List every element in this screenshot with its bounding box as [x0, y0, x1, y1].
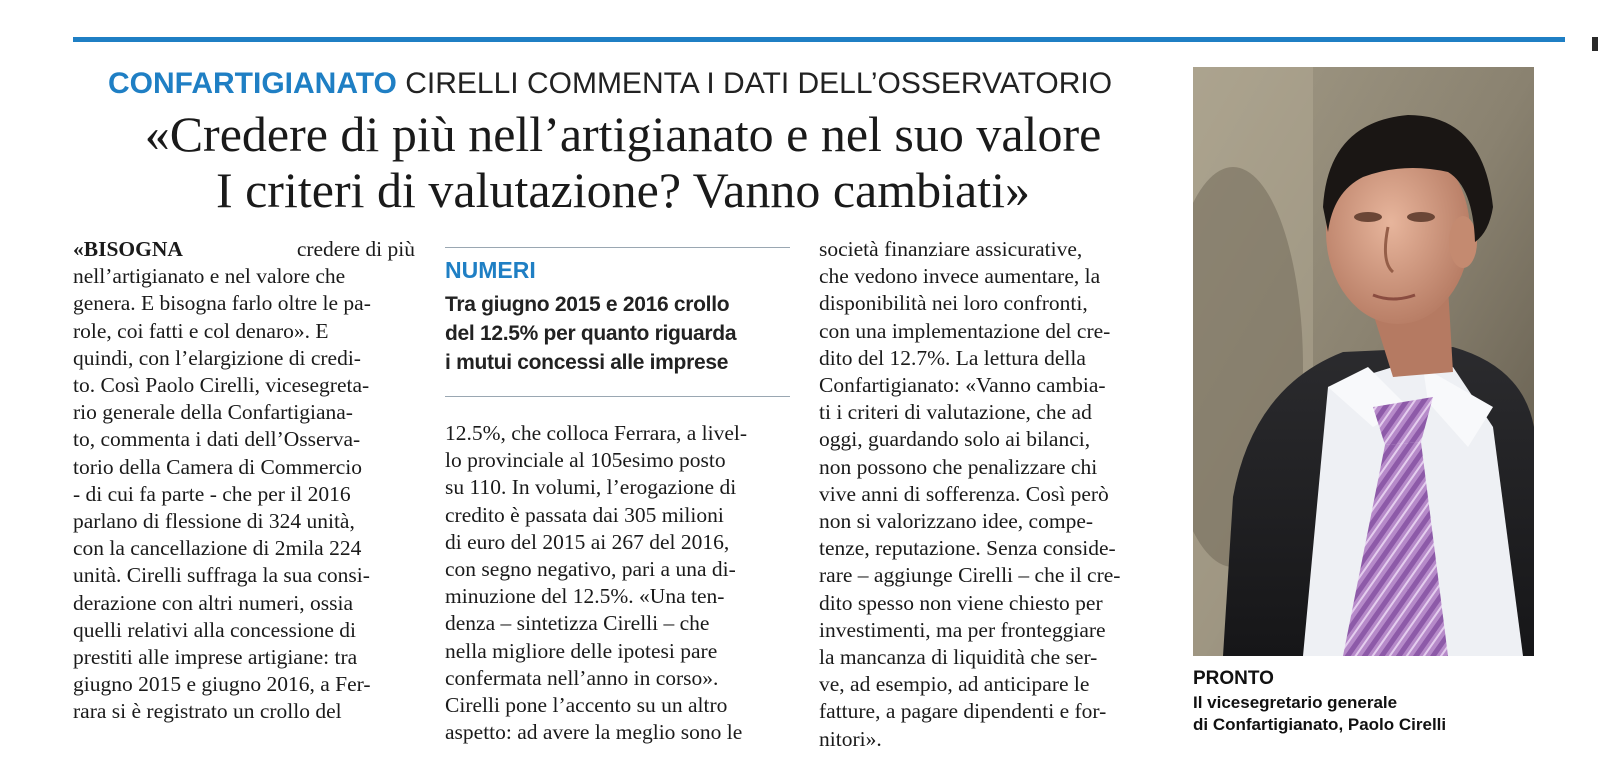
text-line: con la cancellazione di 2mila 224: [73, 536, 362, 561]
lead-word: «BISOGNA: [73, 237, 183, 261]
text-line: unità. Cirelli suffraga la sua consi-: [73, 563, 370, 588]
text-line: non si valorizzano idee, compe-: [819, 509, 1094, 534]
box-top-rule: [445, 247, 790, 248]
headline-line-2: I criteri di valutazione? Vanno cambiati»: [215, 162, 1031, 218]
caption-line: di Confartigianato, Paolo Cirelli: [1193, 715, 1447, 734]
text-line: dito del 12.7%. La lettura della: [819, 345, 1086, 370]
text-line: credito è passata dai 305 milioni: [445, 502, 724, 527]
text-line: aspetto: ad avere la meglio sono le: [445, 720, 743, 745]
text-line: con una implementazione del cre-: [819, 318, 1111, 343]
text-line: quindi, con l’elargizione di credi-: [73, 345, 361, 370]
page-edge-mark: [1592, 37, 1598, 51]
text-line: di euro del 2015 ai 267 del 2016,: [445, 529, 730, 554]
kicker: [108, 66, 1168, 102]
text-line: rare – aggiunge Cirelli – che il cre-: [819, 563, 1121, 588]
text-line: derazione con altri numeri, ossia: [73, 590, 353, 615]
top-blue-rule: [73, 37, 1565, 42]
text-line: ve, ad esempio, ad anticipare le: [819, 672, 1090, 697]
article-column-3: [819, 236, 1161, 753]
text-line: quelli relativi alla concessione di: [73, 617, 356, 642]
text-line: vive anni di sofferenza. Così però: [819, 481, 1109, 506]
headline-line-1: «Credere di più nell’artigianato e nel suo valore: [144, 106, 1102, 162]
text-line: non possono che penalizzare chi: [819, 454, 1098, 479]
box-summary: [445, 290, 795, 377]
text-line: to. Così Paolo Cirelli, vicesegreta-: [73, 373, 370, 398]
column-1-first-line: [73, 236, 415, 263]
text-line: Cirelli pone l’accento su un altro: [445, 693, 728, 718]
text-line: con segno negativo, pari a una di-: [445, 557, 736, 582]
caption-label: PRONTO: [1193, 668, 1274, 689]
box-line: del 12.5% per quanto riguarda: [445, 322, 737, 345]
article-column-2: [445, 420, 790, 746]
caption-text: [1193, 692, 1543, 736]
text-line: rara si è registrato un crollo del: [73, 699, 342, 724]
text-line: che vedono invece aumentare, la: [819, 264, 1101, 289]
text-line: la mancanza di liquidità che ser-: [819, 645, 1098, 670]
text-line: disponibilità nei loro confronti,: [819, 291, 1088, 316]
text-line: - di cui fa parte - che per il 2016: [73, 481, 351, 506]
article-column-1: [73, 236, 415, 726]
text-line: nitori».: [819, 726, 882, 751]
text-line: role, coi fatti e col denaro». E: [73, 318, 329, 343]
text-line: prestiti alle imprese artigiane: tra: [73, 645, 358, 670]
box-line: i mutui concessi alle imprese: [445, 351, 729, 374]
text-line: genera. E bisogna farlo oltre le pa-: [73, 291, 371, 316]
text-line: confermata nell’anno in corso».: [445, 665, 719, 690]
text-line: su 110. In volumi, l’erogazione di: [445, 475, 737, 500]
text-line: rio generale della Confartigiana-: [73, 400, 353, 425]
text-line: oggi, guardando solo ai bilanci,: [819, 427, 1091, 452]
lead-rest: credere di più: [296, 237, 415, 261]
portrait-photo: [1193, 67, 1534, 656]
box-line: Tra giugno 2015 e 2016 crollo: [445, 293, 730, 316]
text-line: torio della Camera di Commercio: [73, 454, 362, 479]
text-line: società finanziare assicurative,: [819, 237, 1083, 261]
headline: [73, 106, 1173, 218]
text-line: giugno 2015 e giugno 2016, a Fer-: [73, 672, 371, 697]
box-label: NUMERI: [445, 257, 536, 283]
text-line: 12.5%, che colloca Ferrara, a livel-: [445, 421, 748, 445]
text-line: fatture, a pagare dipendenti e for-: [819, 699, 1107, 724]
text-line: ti i criteri di valutazione, che ad: [819, 400, 1092, 425]
text-line: minuzione del 12.5%. «Una ten-: [445, 584, 725, 609]
text-line: Confartigianato: «Vanno cambia-: [819, 373, 1106, 398]
text-line: to, commenta i dati dell’Osserva-: [73, 427, 361, 452]
text-line: nell’artigianato e nel valore che: [73, 264, 346, 289]
text-line: dito spesso non viene chiesto per: [819, 590, 1103, 615]
text-line: lo provinciale al 105esimo posto: [445, 448, 726, 473]
text-line: tenze, reputazione. Senza conside-: [819, 536, 1116, 561]
kicker-text: CIRELLI COMMENTA I DATI DELL’OSSERVATORIO: [405, 67, 1113, 100]
box-bottom-rule: [445, 396, 790, 397]
kicker-tag: CONFARTIGIANATO: [108, 67, 397, 100]
text-line: nella migliore delle ipotesi pare: [445, 638, 718, 663]
text-line: denza – sintetizza Cirelli – che: [445, 611, 710, 636]
text-line: parlano di flessione di 324 unità,: [73, 509, 355, 534]
text-line: investimenti, ma per fronteggiare: [819, 617, 1106, 642]
caption-line: Il vicesegretario generale: [1193, 693, 1398, 712]
